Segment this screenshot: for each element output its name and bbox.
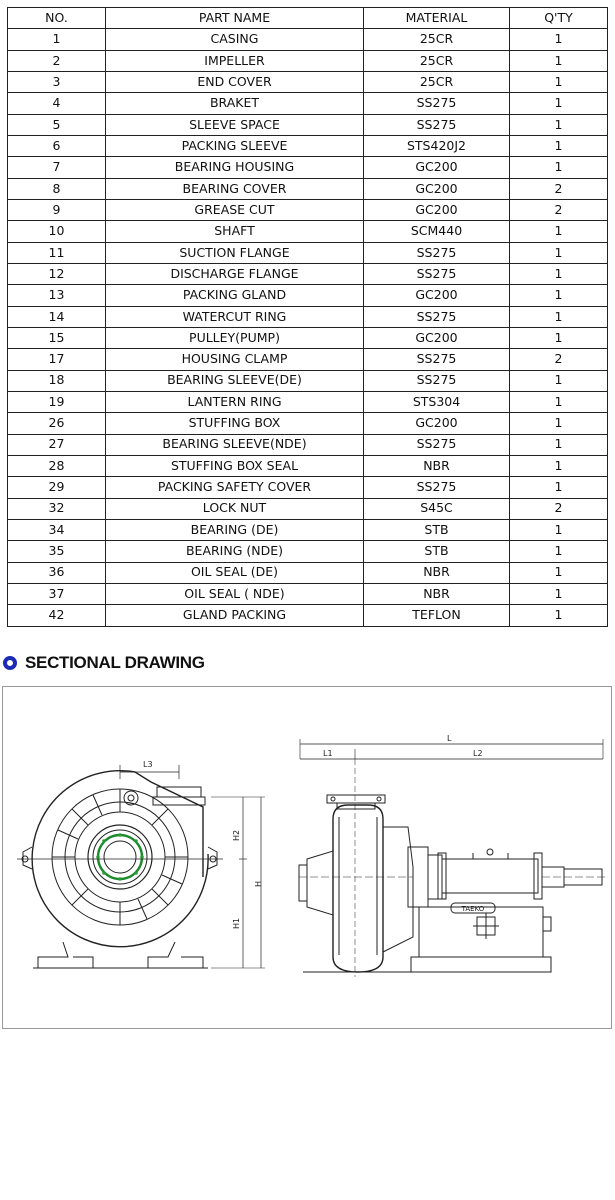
table-row xyxy=(8,199,608,220)
cell-part-name: PACKING GLAND xyxy=(106,285,364,306)
cell-part-name: PACKING SLEEVE xyxy=(106,135,364,156)
dim-label-h2: H2 xyxy=(232,829,241,841)
cell-no: 18 xyxy=(8,370,106,391)
cell-no: 13 xyxy=(8,285,106,306)
cell-no: 28 xyxy=(8,455,106,476)
cell-material: 25CR xyxy=(364,71,510,92)
table-row xyxy=(8,157,608,178)
cell-part-name: LOCK NUT xyxy=(106,498,364,519)
cell-no: 14 xyxy=(8,306,106,327)
cell-material: NBR xyxy=(364,562,510,583)
cell-part-name: IMPELLER xyxy=(106,50,364,71)
table-header-row xyxy=(8,8,608,29)
cell-no: 26 xyxy=(8,413,106,434)
table-row xyxy=(8,434,608,455)
cell-part-name: PULLEY(PUMP) xyxy=(106,327,364,348)
cell-part-name: BEARING SLEEVE(NDE) xyxy=(106,434,364,455)
cell-no: 11 xyxy=(8,242,106,263)
sectional-drawing xyxy=(3,687,611,1028)
cell-qty: 1 xyxy=(510,221,608,242)
table-row xyxy=(8,562,608,583)
cell-material: TEFLON xyxy=(364,605,510,626)
cell-material: SS275 xyxy=(364,242,510,263)
cell-qty: 1 xyxy=(510,519,608,540)
table-row xyxy=(8,71,608,92)
cell-qty: 1 xyxy=(510,413,608,434)
table-row xyxy=(8,349,608,370)
cell-material: SS275 xyxy=(364,93,510,114)
table-row xyxy=(8,135,608,156)
dim-label-l1: L1 xyxy=(323,749,333,758)
cell-part-name: GLAND PACKING xyxy=(106,605,364,626)
cell-qty: 2 xyxy=(510,199,608,220)
table-row xyxy=(8,29,608,50)
cell-material: SS275 xyxy=(364,349,510,370)
cell-no: 17 xyxy=(8,349,106,370)
cell-part-name: OIL SEAL ( NDE) xyxy=(106,583,364,604)
cell-part-name: LANTERN RING xyxy=(106,391,364,412)
cell-qty: 1 xyxy=(510,157,608,178)
cell-material: GC200 xyxy=(364,178,510,199)
cell-no: 9 xyxy=(8,199,106,220)
cell-material: GC200 xyxy=(364,327,510,348)
header-material: MATERIAL xyxy=(364,8,510,29)
cell-part-name: SUCTION FLANGE xyxy=(106,242,364,263)
header-part-name: PART NAME xyxy=(106,8,364,29)
cell-part-name: SHAFT xyxy=(106,221,364,242)
table-row xyxy=(8,370,608,391)
cell-material: STB xyxy=(364,519,510,540)
cell-part-name: BEARING (DE) xyxy=(106,519,364,540)
cell-qty: 1 xyxy=(510,583,608,604)
table-row xyxy=(8,327,608,348)
cell-qty: 1 xyxy=(510,391,608,412)
ring-bullet-icon xyxy=(3,656,17,670)
cell-material: STS304 xyxy=(364,391,510,412)
cell-no: 12 xyxy=(8,263,106,284)
dim-label-h1: H1 xyxy=(232,917,241,929)
cell-qty: 1 xyxy=(510,263,608,284)
table-row xyxy=(8,541,608,562)
cell-no: 27 xyxy=(8,434,106,455)
cell-no: 5 xyxy=(8,114,106,135)
table-row xyxy=(8,605,608,626)
cell-qty: 1 xyxy=(510,327,608,348)
cell-qty: 1 xyxy=(510,50,608,71)
cell-qty: 1 xyxy=(510,114,608,135)
header-qty: Q'TY xyxy=(510,8,608,29)
cell-qty: 1 xyxy=(510,541,608,562)
cell-no: 7 xyxy=(8,157,106,178)
cell-no: 15 xyxy=(8,327,106,348)
seal-markers xyxy=(96,833,144,881)
cell-material: GC200 xyxy=(364,199,510,220)
nameplate-text: TAEKO xyxy=(461,905,485,913)
table-row xyxy=(8,285,608,306)
cell-material: SS275 xyxy=(364,370,510,391)
section-title-text: SECTIONAL DRAWING xyxy=(25,653,205,672)
cell-qty: 1 xyxy=(510,306,608,327)
cell-material: SS275 xyxy=(364,434,510,455)
cell-no: 8 xyxy=(8,178,106,199)
cell-qty: 1 xyxy=(510,285,608,306)
cell-qty: 2 xyxy=(510,178,608,199)
dim-label-h: H xyxy=(254,880,263,887)
cell-qty: 1 xyxy=(510,135,608,156)
cell-qty: 1 xyxy=(510,605,608,626)
cell-material: SS275 xyxy=(364,263,510,284)
table-row xyxy=(8,583,608,604)
front-view xyxy=(17,765,265,968)
side-view xyxy=(299,739,606,977)
sectional-drawing-panel xyxy=(2,686,612,1029)
cell-qty: 1 xyxy=(510,455,608,476)
cell-no: 1 xyxy=(8,29,106,50)
section-heading xyxy=(3,652,205,674)
cell-material: 25CR xyxy=(364,29,510,50)
table-row xyxy=(8,114,608,135)
cell-no: 37 xyxy=(8,583,106,604)
dim-label-l3: L3 xyxy=(143,760,153,769)
cell-part-name: HOUSING CLAMP xyxy=(106,349,364,370)
cell-part-name: OIL SEAL (DE) xyxy=(106,562,364,583)
cell-no: 34 xyxy=(8,519,106,540)
dim-label-l2: L2 xyxy=(473,749,483,758)
table-row xyxy=(8,221,608,242)
cell-part-name: GREASE CUT xyxy=(106,199,364,220)
table-row xyxy=(8,306,608,327)
cell-no: 35 xyxy=(8,541,106,562)
cell-no: 42 xyxy=(8,605,106,626)
cell-part-name: BEARING SLEEVE(DE) xyxy=(106,370,364,391)
table-row xyxy=(8,50,608,71)
cell-part-name: STUFFING BOX xyxy=(106,413,364,434)
parts-table xyxy=(7,7,608,627)
cell-no: 4 xyxy=(8,93,106,114)
dim-label-l: L xyxy=(447,734,452,743)
cell-part-name: WATERCUT RING xyxy=(106,306,364,327)
table-row xyxy=(8,263,608,284)
cell-material: SS275 xyxy=(364,306,510,327)
cell-qty: 1 xyxy=(510,71,608,92)
cell-material: SS275 xyxy=(364,477,510,498)
cell-part-name: CASING xyxy=(106,29,364,50)
header-no: NO. xyxy=(8,8,106,29)
cell-part-name: END COVER xyxy=(106,71,364,92)
cell-part-name: BRAKET xyxy=(106,93,364,114)
table-row xyxy=(8,519,608,540)
table-row xyxy=(8,455,608,476)
cell-no: 19 xyxy=(8,391,106,412)
cell-qty: 1 xyxy=(510,242,608,263)
cell-material: NBR xyxy=(364,455,510,476)
cell-no: 2 xyxy=(8,50,106,71)
cell-qty: 1 xyxy=(510,562,608,583)
cell-qty: 2 xyxy=(510,498,608,519)
table-row xyxy=(8,498,608,519)
table-row xyxy=(8,413,608,434)
cell-part-name: SLEEVE SPACE xyxy=(106,114,364,135)
cell-material: SCM440 xyxy=(364,221,510,242)
cell-material: SS275 xyxy=(364,114,510,135)
cell-material: S45C xyxy=(364,498,510,519)
cell-no: 3 xyxy=(8,71,106,92)
cell-material: GC200 xyxy=(364,157,510,178)
cell-qty: 1 xyxy=(510,434,608,455)
cell-part-name: BEARING HOUSING xyxy=(106,157,364,178)
table-row xyxy=(8,391,608,412)
cell-no: 32 xyxy=(8,498,106,519)
cell-qty: 1 xyxy=(510,370,608,391)
table-row xyxy=(8,477,608,498)
cell-material: NBR xyxy=(364,583,510,604)
cell-material: GC200 xyxy=(364,285,510,306)
cell-no: 10 xyxy=(8,221,106,242)
cell-material: STS420J2 xyxy=(364,135,510,156)
cell-part-name: STUFFING BOX SEAL xyxy=(106,455,364,476)
cell-qty: 2 xyxy=(510,349,608,370)
cell-no: 36 xyxy=(8,562,106,583)
cell-qty: 1 xyxy=(510,93,608,114)
cell-no: 6 xyxy=(8,135,106,156)
cell-part-name: PACKING SAFETY COVER xyxy=(106,477,364,498)
cell-part-name: BEARING (NDE) xyxy=(106,541,364,562)
cell-material: 25CR xyxy=(364,50,510,71)
cell-no: 29 xyxy=(8,477,106,498)
table-row xyxy=(8,93,608,114)
cell-part-name: BEARING COVER xyxy=(106,178,364,199)
cell-material: GC200 xyxy=(364,413,510,434)
cell-material: STB xyxy=(364,541,510,562)
cell-qty: 1 xyxy=(510,477,608,498)
cell-part-name: DISCHARGE FLANGE xyxy=(106,263,364,284)
table-row xyxy=(8,178,608,199)
table-row xyxy=(8,242,608,263)
cell-qty: 1 xyxy=(510,29,608,50)
